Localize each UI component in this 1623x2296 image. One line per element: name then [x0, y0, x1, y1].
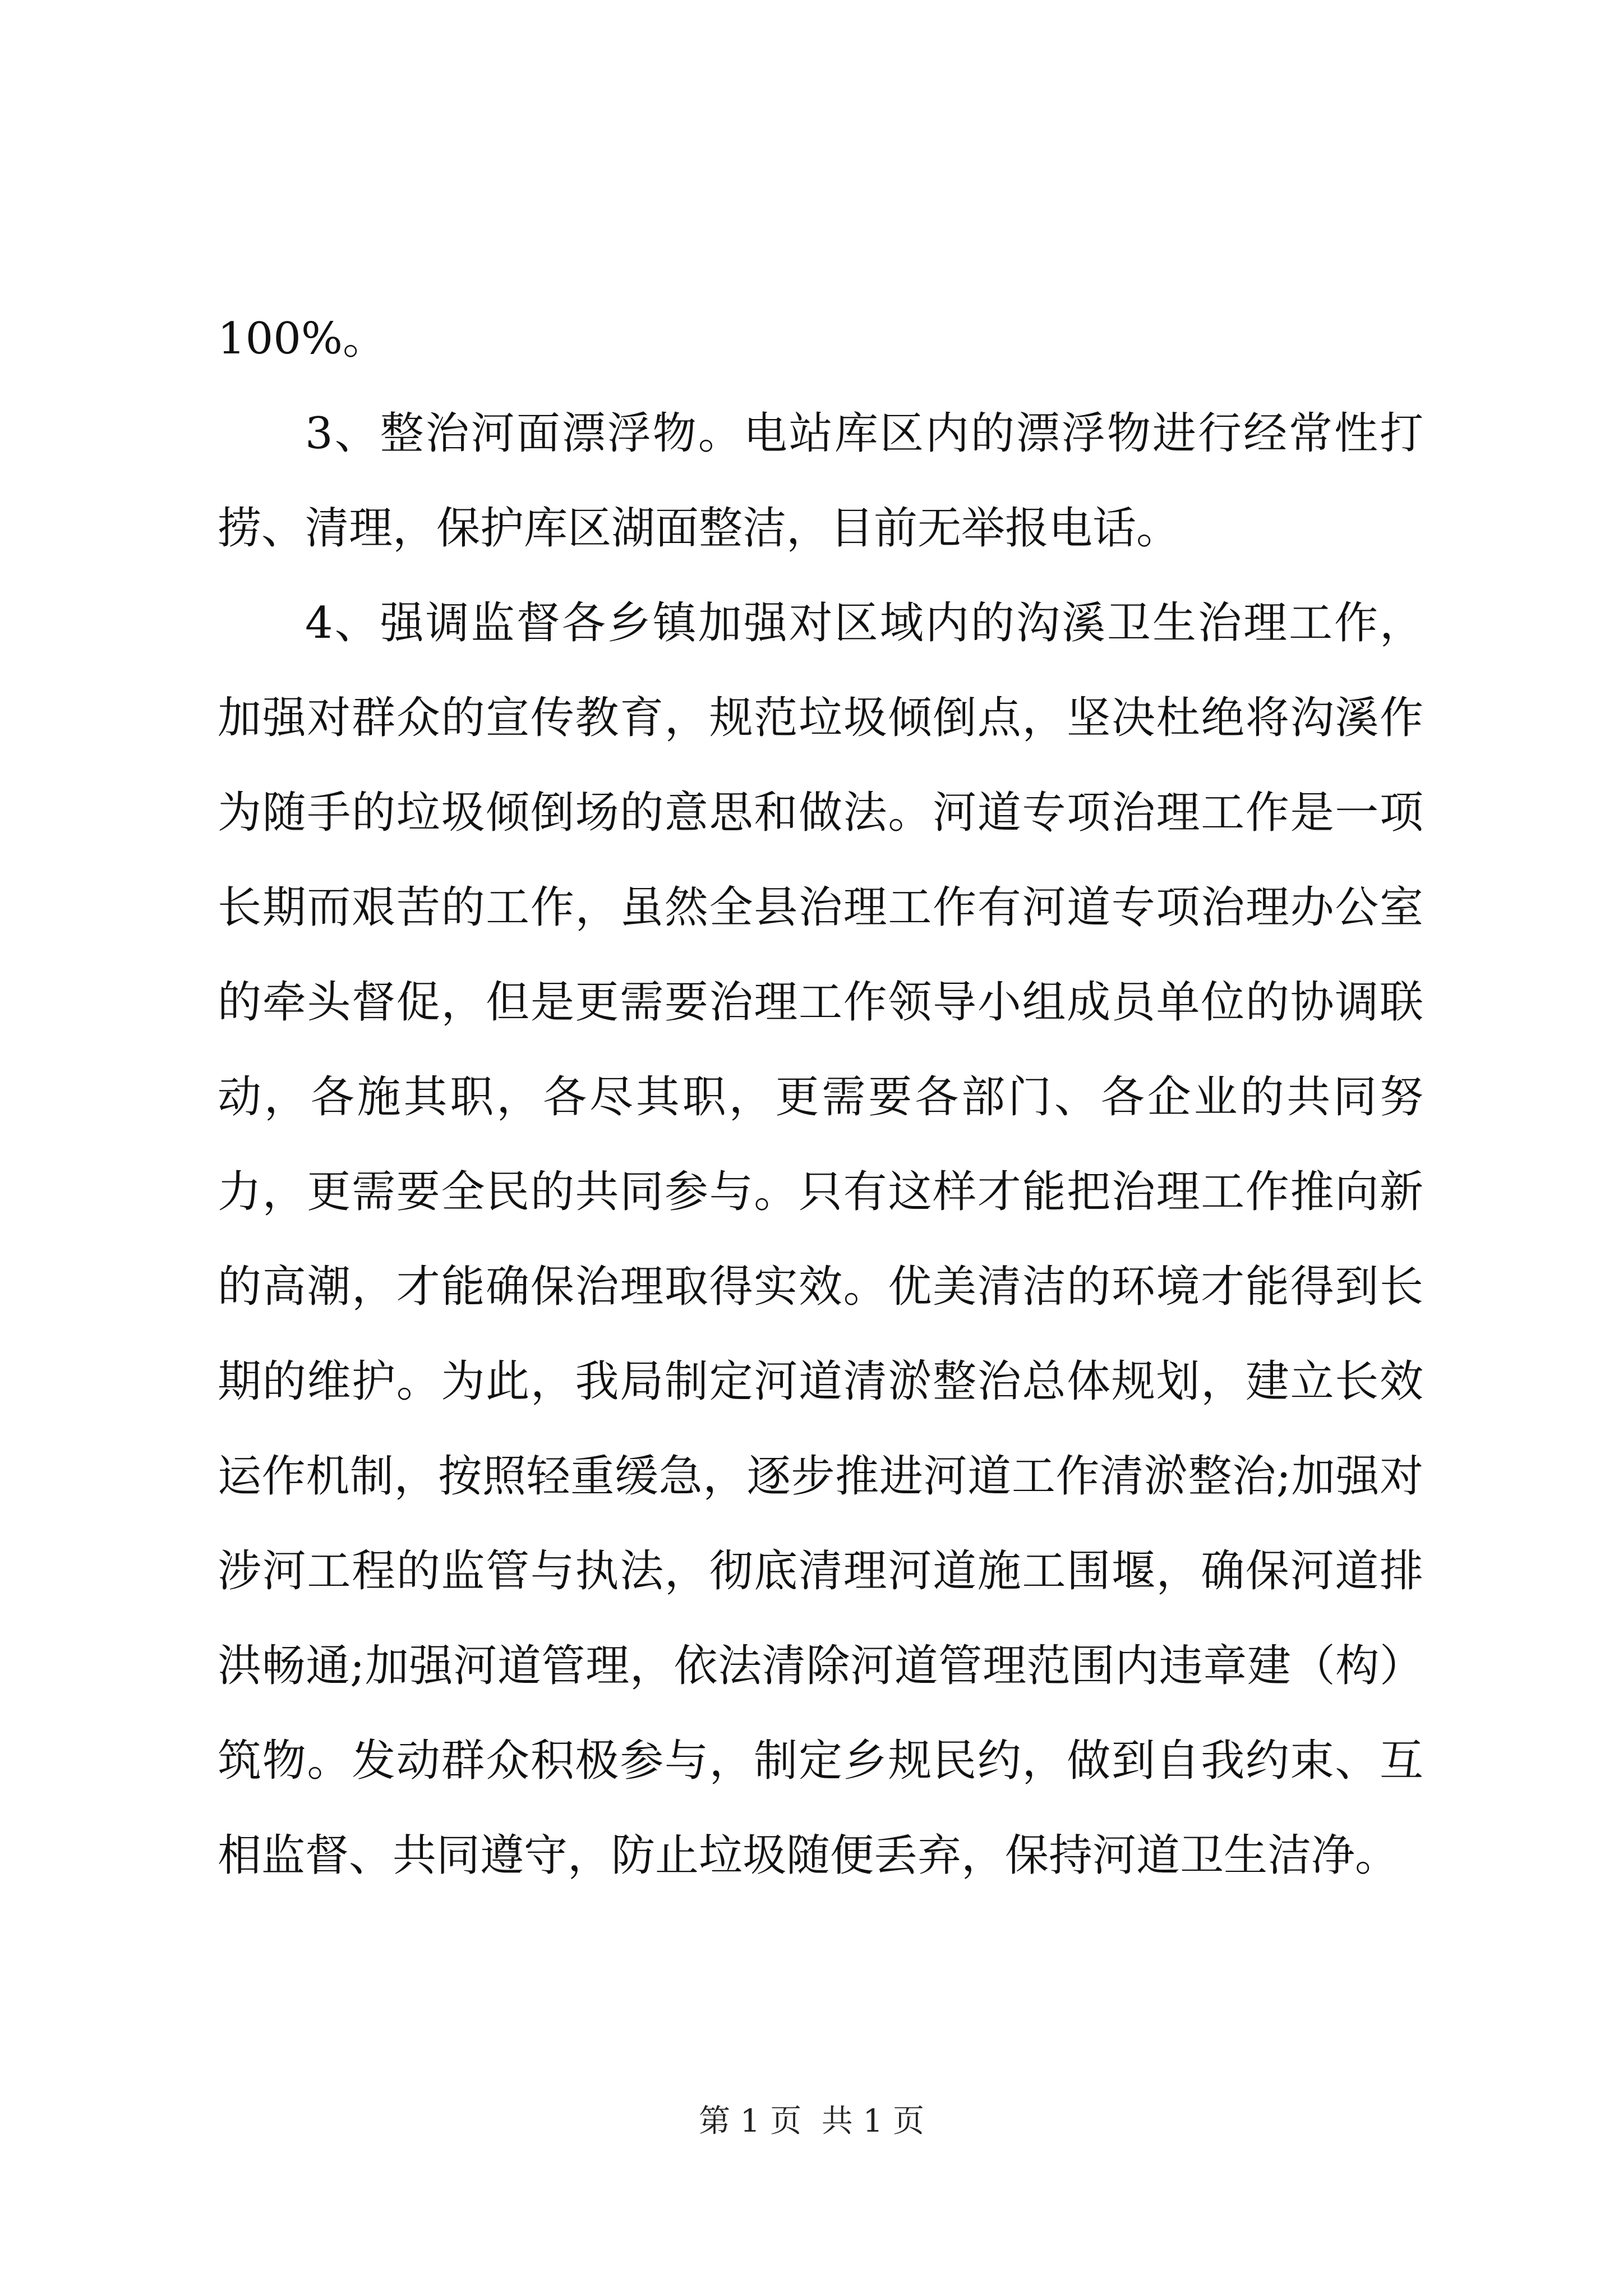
paragraph-item-4: 4、强调监督各乡镇加强对区域内的沟溪卫生治理工作，加强对群众的宣传教育，规范垃圾倾倒点，坚决杜绝将沟溪作为随手的垃圾倾倒场的意思和做法。河道专项治理工作是一项长期而艰苦的工作，虽然全县治理工作有河道专项治理办公室的牵头督促，但是更需要治理工作领导小组成员单位的协调联动，各施其职，各尽其职，更需要各部门、各企业的共同努力，更需要全民的共同参与。只有这样才能把治理工作推向新的高潮，才能确保治理取得实效。优美清洁的环境才能得到长期的维护。为此，我局制定河道清淤整治总体规划，建立长效运作机制，按照轻重缓急，逐步推进河道工作清淤整治;加强对涉河工程的监管与执法，彻底清理河道施工围堰，确保河道排洪畅通;加强河道管理，依法清除河道管理范围内违章建（构）筑物。发动群众积极参与，制定乡规民约，做到自我约束、互相监督、共同遵守，防止垃圾随便丢弃，保持河道卫生洁净。 — [218, 598, 1423, 1881]
document-body — [218, 292, 1423, 1903]
page-number-label: 第 1 页 共 1 页 — [698, 2103, 925, 2139]
paragraph-item-3: 3、整治河面漂浮物。电站库区内的漂浮物进行经常性打捞、清理，保护库区湖面整洁，目前无举报电话。 — [218, 408, 1423, 554]
paragraph-continuation: 100%。 — [218, 314, 386, 364]
page-footer — [0, 2099, 1623, 2144]
